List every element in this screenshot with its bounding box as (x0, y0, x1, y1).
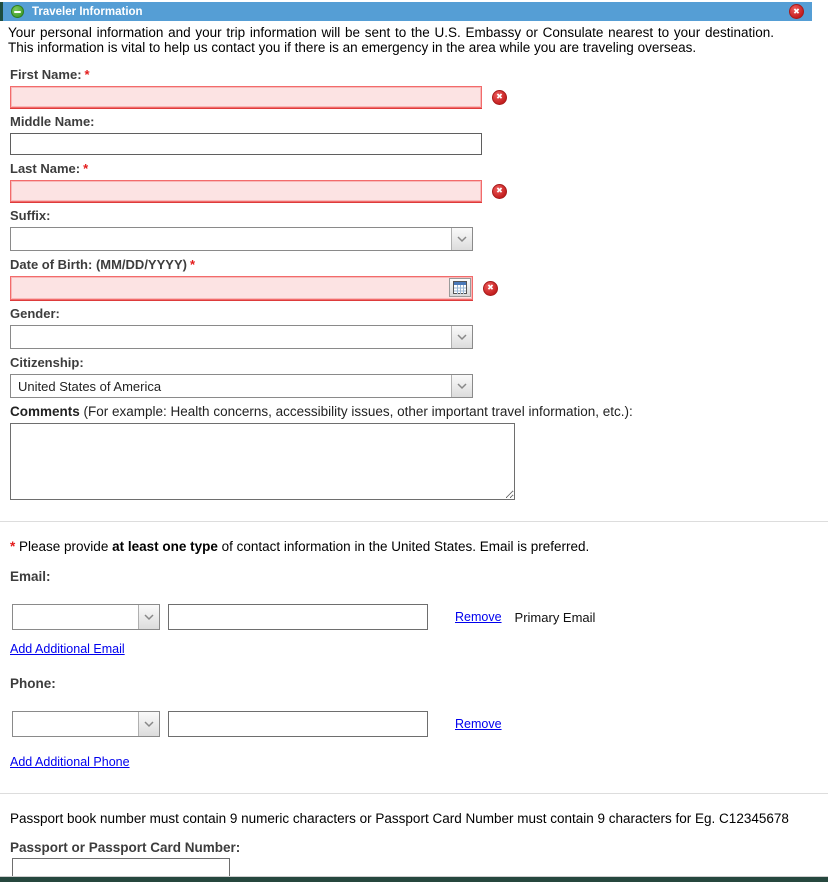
gender-select[interactable] (10, 325, 473, 349)
phone-number-input[interactable] (168, 711, 428, 737)
section-divider (0, 521, 828, 522)
chevron-down-icon (138, 605, 159, 629)
gender-label: Gender: (10, 306, 60, 321)
required-asterisk: * (83, 161, 89, 176)
add-email-row (10, 640, 828, 658)
email-remove-link[interactable]: Remove (455, 610, 502, 624)
add-additional-phone-link[interactable]: Add Additional Phone (10, 755, 130, 769)
citizenship-field (10, 356, 828, 398)
suffix-select[interactable] (10, 227, 473, 251)
panel-header (0, 2, 812, 21)
chevron-down-icon (451, 326, 472, 348)
passport-format-note: Passport book number must contain 9 numeric characters or Passport Card Number must contain 9 characters for Eg. C12345678 (10, 811, 789, 826)
close-icon[interactable]: ✖ (789, 4, 804, 19)
date-of-birth-error-icon: ✖ (483, 281, 498, 296)
last-name-input[interactable] (10, 180, 482, 202)
middle-name-field (10, 115, 828, 155)
passport-number-label: Passport or Passport Card Number: (10, 840, 241, 855)
date-of-birth-field (10, 258, 828, 300)
phone-row (12, 711, 828, 737)
intro-text: Your personal information and your trip information will be sent to the U.S. Embassy or Consulate nearest to your destination. This information is vital to help us contact you if there is an emergency in the area while you are traveling overseas. (8, 25, 774, 55)
suffix-label: Suffix: (10, 208, 51, 223)
primary-email-label: Primary Email (514, 609, 596, 625)
add-phone-row (10, 753, 828, 771)
middle-name-label: Middle Name: (10, 114, 95, 129)
section-divider (0, 793, 828, 794)
phone-remove-link[interactable]: Remove (455, 717, 502, 731)
chevron-down-icon (451, 375, 472, 397)
required-asterisk: * (189, 257, 196, 272)
last-name-error-icon: ✖ (492, 184, 507, 199)
collapse-minus-icon[interactable] (11, 5, 24, 18)
email-type-select[interactable] (12, 604, 160, 630)
citizenship-label: Citizenship: (10, 355, 84, 370)
first-name-error-icon: ✖ (492, 90, 507, 105)
chevron-down-icon (451, 228, 472, 250)
required-asterisk: * (10, 539, 16, 554)
middle-name-input[interactable] (10, 133, 482, 155)
last-name-field (10, 162, 828, 202)
required-asterisk: * (84, 67, 90, 82)
first-name-field (10, 68, 828, 108)
suffix-field (10, 209, 828, 251)
phone-type-select[interactable] (12, 711, 160, 737)
first-name-input[interactable] (10, 86, 482, 108)
calendar-icon[interactable] (449, 278, 471, 297)
email-address-input[interactable] (168, 604, 428, 630)
citizenship-select[interactable]: United States of America (10, 374, 473, 398)
page-bottom-bar (0, 876, 828, 882)
date-of-birth-label: Date of Birth: (MM/DD/YYYY) * (10, 257, 196, 272)
date-of-birth-input[interactable] (10, 276, 473, 300)
panel-title: Traveler Information (32, 5, 143, 18)
email-row (12, 604, 828, 630)
comments-field (10, 405, 828, 505)
first-name-label: First Name: * (10, 67, 90, 82)
comments-label: Comments (For example: Health concerns, accessibility issues, other important travel information, etc.): (10, 404, 633, 419)
last-name-label: Last Name: * (10, 161, 89, 176)
add-additional-email-link[interactable]: Add Additional Email (10, 642, 125, 656)
comments-textarea[interactable] (10, 423, 515, 500)
phone-section-label: Phone: (10, 676, 56, 691)
contact-requirement-note: * Please provide at least one type of contact information in the United States. Email is preferred. (10, 539, 590, 554)
gender-field (10, 307, 828, 349)
traveler-fields (10, 68, 828, 505)
chevron-down-icon (138, 712, 159, 736)
email-section-label: Email: (10, 569, 51, 584)
